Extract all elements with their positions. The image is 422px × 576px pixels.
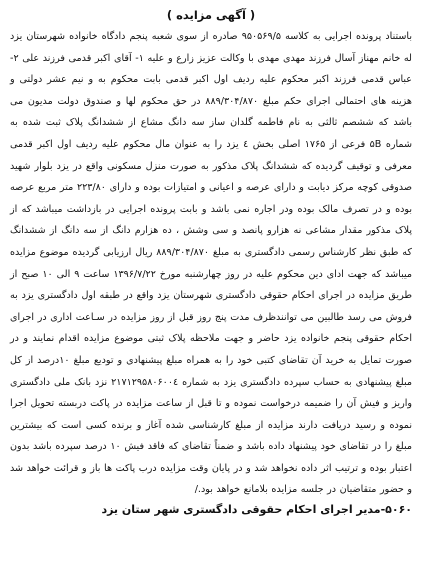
notice-title: ( آگهی مزایده ) [166,8,256,22]
notice-signature: ۵۰۶۰-مدیر اجرای احکام حقوقی دادگستری شهر ستان یزد [101,503,412,517]
auction-notice [10,6,412,568]
notice-body: باستناد پرونده اجرایی به کلاسه ۹۵۰۵۶۹/۵ صادره از سوی شعبه پنجم دادگاه خانواده شهرستان یزد له خانم مهناز آسال فرزند مهدی مهدی با وکالت عزیز زارع و علیه ۱- آقای اکبر قدمی فرزند علی ۲- عباس قدمی فرزند اکبر محکوم علیه ردیف اول اکبر قدمی بابت محکوم به و نیم عشر دولتی و هزینه های احتمالی اجرای حکم مبلغ ۸۸۹/۳۰۴/۸۷۰ در حق محکوم لها و صندوق دولت مدیون می باشد که ششصم ثالثی به نام فاطمه گلدان ساز سه دانگ مشاع از ششدانگ پلاک ثبت شده به شماره ۵B فرعی از ۱۷۶۵ اصلی بخش ٤ یزد را به عنوان مال محکوم علیه ردیف اول اکبر قدمی معرفی و توقیف گردیده که ششدانگ پلاک مذکور به صورت منزل مسکونی واقع در یزد بلوار شهید صدوقی کوچه مرکز دیابت و دارای عرصه و اعیانی و امتیازات بوده و دارای ۲۲۳/۸۰ متر مربع عرصه بوده و در تصرف مالک بوده ودر اجاره نمی باشد و بابت پرونده اجرایی در بازداشت میباشد که از پلاک مذکور مقدار مشاعی نه هزارو پانصد و سی وشش ، ده هزارم دانگ از سه دانگ از ششدانگ که طبق نظر کارشناس رسمی دادگستری به مبلغ ۸۸۹/۳۰۴/۸۷۰ ریال ارزیابی گردیده موضوع مزایده میباشد که جهت ادای دین محکوم علیه در روز چهارشنبه مورخ ۱۳۹۶/۷/۲۲ ساعت ۹ الی ۱۰ صبح از طریق مزایده در اجرای احکام حقوقی دادگستری شهرستان یزد واقع در طبقه اول دادگستری یزد به فروش می رسد طالبین می توانندظرف مدت پنج روز قبل از روز مزایده در سـاعت اداری در اجرای احکام حقوقی پنجم خانواده یزد حاضر و جهت ملاحظه پلاک ثبتی موضوع مزایده اقدام نمایند و در صورت تمایل به خرید آن تقاضای کتبی خود را به همراه مبلغ پیشنهادی و تودیع مبلغ ۱۰درصد از کل مبلغ پیشنهادی به حساب سپرده دادگستری یزد به شماره ۲۱۷۱۲۹۵۸۰۶۰۰٤ نزد بانک ملی دادگستری واریز و فیش آن را ضمیمه درخواست نموده و تا قبل از ساعت مزایده در پاکت دربسته تحویل اجرا نموده و رسید دریافت دارند مزایده از مبلغ کارشناسی شده آغاز و برنده کسی است که بیشترین مبلغ را در تقاضای خود پیشنهاد داده باشد و ضمناً تقاضای که فاقد فیش ۱۰ درصد سپرده باشد بدون اعتبار بوده و ترتیب اثر داده نخواهد شد و در پایان وقت مزایده درب پاکت ها باز و قرائت خواهد شد و حضور متقاضیان در جلسه مزایده بلامانع خواهد بود./ [10,31,412,496]
